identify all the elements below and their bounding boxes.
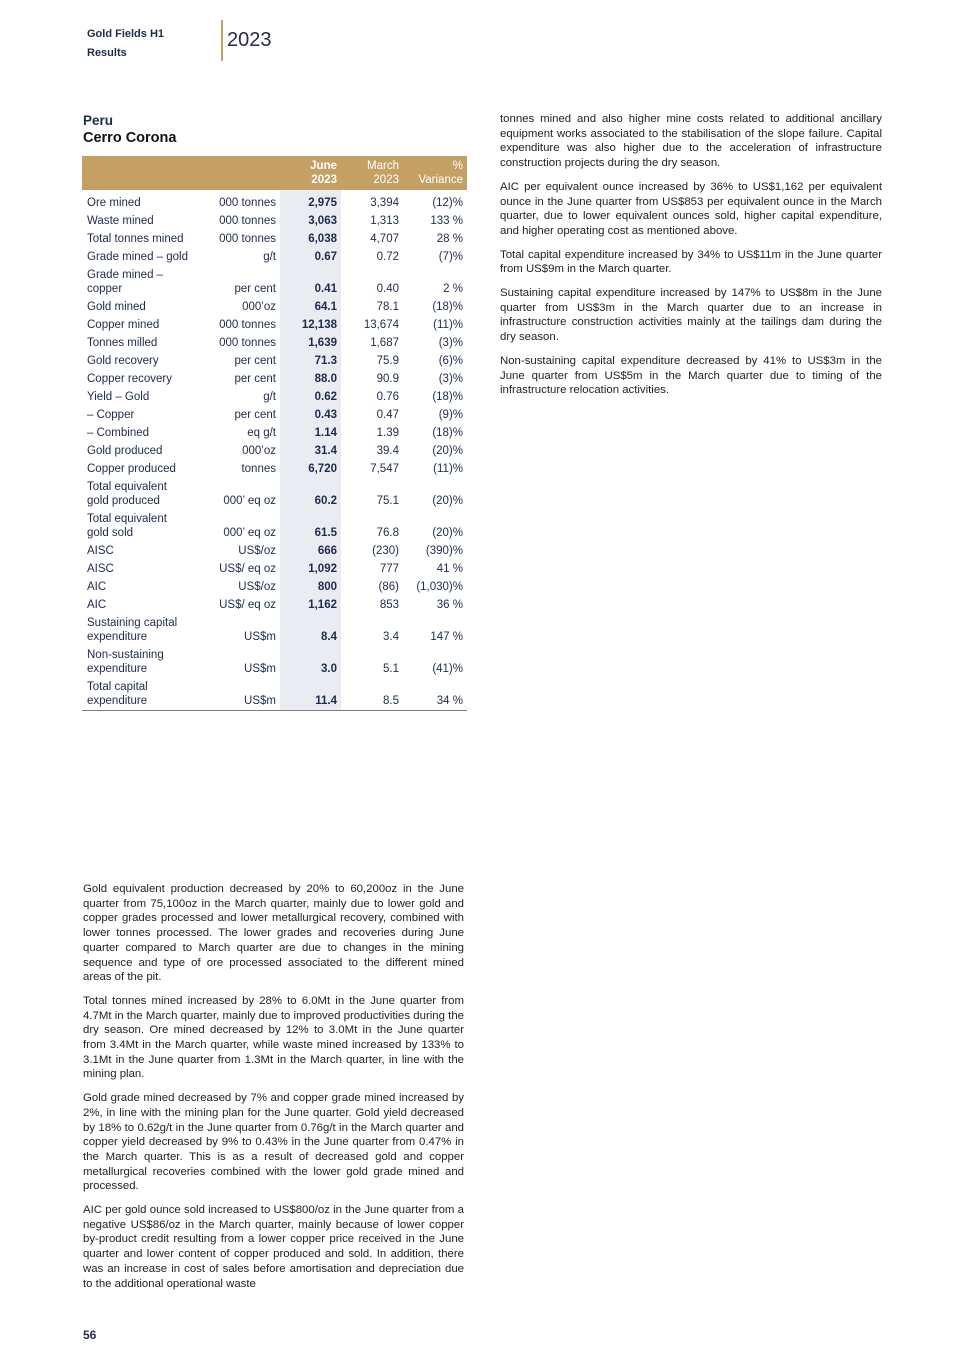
value-variance: (3)% [438,373,463,385]
row-label: Total capital expenditure [82,678,195,711]
value-march-2023: 0.76 [376,391,399,403]
row-label: Copper produced [87,463,176,475]
mine-heading: Cerro Corona [83,130,177,146]
value-march-2023: 3.4 [383,631,399,643]
commentary-paragraph: Total capital expenditure increased by 34% to US$11m in the June quarter from US$9m in the March quarter. [500,248,882,276]
report-title-line2: Results [87,47,127,59]
table-row [82,316,467,334]
value-variance: (11)% [433,319,463,331]
region-heading: Peru [83,113,114,128]
commentary-paragraph: AIC per gold ounce sold increased to US$800/oz in the June quarter from a negative US$86/oz in the March quarter, mainly because of lower copper by-product credit resulting from a lower copper price received in the June quarter and lower content of copper produced and sold. In addition, there was an increase in cost of sales before amortisation and depreciation due to the additional operational waste [83,1204,464,1290]
value-june-2023: 88.0 [280,370,341,388]
value-june-2023: 6,720 [280,460,341,478]
row-unit: US$m [244,663,276,675]
row-unit: per cent [234,373,276,385]
column-header-march-2023-text: March 2023 [367,160,399,186]
value-march-2023: 1,313 [370,215,399,227]
value-march-2023: (86) [378,581,399,593]
value-june-2023: 0.43 [280,406,341,424]
value-variance: 41 % [436,563,463,575]
column-header-june-2023-text: June 2023 [310,160,337,186]
value-variance: (20)% [432,495,463,507]
value-june-2023: 800 [280,578,341,596]
table-row [82,298,467,316]
table-row [82,424,467,442]
value-march-2023: 0.47 [376,409,399,421]
column-header-june-2023 [280,156,341,190]
value-variance: (390)% [425,545,463,557]
row-unit: g/t [263,251,276,263]
value-march-2023: 1.39 [376,427,399,439]
value-march-2023: 8.5 [341,678,403,711]
value-march-2023: 1,687 [370,337,399,349]
value-june-2023: 12,138 [280,316,341,334]
value-june-2023: 61.5 [280,510,341,542]
table-row [82,442,467,460]
value-march-2023: 78.1 [376,301,399,313]
row-unit: US$/ eq oz [219,563,276,575]
value-variance: (41)% [432,663,463,675]
table-row [82,542,467,560]
report-year: 2023 [227,29,272,51]
value-variance: (7)% [438,251,463,263]
commentary-paragraph: Gold grade mined decreased by 7% and copper grade mined increased by 2%, in line with the mining plan for the June quarter. Gold yield decreased by 18% to 0.62g/t in the June quarter from 0.76g/t in the March quarter and copper yield decreased by 9% to 0.43% in the June quarter from 0.47% in the March quarter. This is as a result of decreased gold and copper metallurgical recoveries combined with the lower gold grade mined and processed. [83,1092,464,1193]
value-variance: (1,030)% [416,581,463,593]
row-label: Total tonnes mined [87,233,184,245]
commentary-paragraph: Sustaining capital expenditure increased by 147% to US$8m in the June quarter from US$3m in the March quarter due to an increase in infrastructure construction activities mainly at the tailings dam during the dry season. [500,287,882,344]
table-row [82,460,467,478]
value-march-2023: 90.9 [376,373,399,385]
row-label: AIC [87,599,107,611]
value-june-2023: 60.2 [280,478,341,510]
value-variance: 2 % [443,283,463,295]
row-label: Total equivalent gold produced [87,481,167,507]
row-unit: eq g/t [247,427,276,439]
row-unit: US$m [244,631,276,643]
value-variance: 147 % [430,631,463,643]
row-label: Total equivalent gold sold [87,513,167,539]
row-unit: 000’ eq oz [223,495,276,507]
value-variance: (20)% [432,445,463,457]
row-unit: US$/oz [238,581,276,593]
column-header-variance-text: % Variance [418,160,463,186]
value-march-2023: 76.8 [376,527,399,539]
row-unit: per cent [234,355,276,367]
value-march-2023: 75.1 [376,495,399,507]
value-variance: (18)% [432,391,463,403]
value-variance: (9)% [438,409,463,421]
table-row [82,230,467,248]
value-june-2023: 666 [280,542,341,560]
row-unit: per cent [234,409,276,421]
row-label: Yield – Gold [87,391,150,403]
value-variance: (18)% [432,427,463,439]
value-june-2023: 64.1 [280,298,341,316]
value-march-2023: 853 [379,599,399,611]
table-row [82,596,467,614]
row-label: Gold produced [87,445,163,457]
value-june-2023: 11.4 [280,678,341,711]
commentary-paragraph: Total tonnes mined increased by 28% to 6.0Mt in the June quarter from 4.7Mt in the March quarter, mainly due to improved productivities during the dry season. Ore mined decreased by 12% to 3.0Mt in the June quarter from 3.4Mt in the March quarter, while waste mined increased by 133% to 3.1Mt in the June quarter from 1.3Mt in the March quarter, in line with the mining plan. [83,994,464,1081]
value-march-2023: 0.40 [376,283,399,295]
row-unit: per cent [234,283,276,295]
row-unit: 000’ eq oz [223,527,276,539]
value-june-2023: 0.67 [280,248,341,266]
value-variance: 34 % [403,678,467,711]
value-june-2023: 31.4 [280,442,341,460]
row-label: Copper recovery [87,373,173,385]
row-label: Non-sustaining expenditure [87,649,164,675]
value-march-2023: 4,707 [370,233,399,245]
row-label: Grade mined – gold [87,251,189,263]
value-variance: 36 % [436,599,463,611]
row-label: Ore mined [87,197,141,209]
value-march-2023: 777 [379,563,399,575]
column-header-variance [403,156,467,190]
value-june-2023: 71.3 [280,352,341,370]
table-row [82,510,467,542]
table-row [82,334,467,352]
table-row [82,614,467,646]
value-variance: (3)% [438,337,463,349]
row-label: Sustaining capital expenditure [87,617,178,643]
value-june-2023: 1.14 [280,424,341,442]
row-label: AISC [87,545,114,557]
row-unit: 000 tonnes [219,233,276,245]
column-header-march-2023 [341,156,403,190]
row-label: AIC [87,581,107,593]
value-june-2023: 2,975 [280,194,341,212]
value-june-2023: 3,063 [280,212,341,230]
row-unit: 000’oz [242,301,276,313]
commentary-right-column [500,112,882,407]
value-june-2023: 1,639 [280,334,341,352]
table-row [82,406,467,424]
table-row [82,578,467,596]
value-june-2023: 0.62 [280,388,341,406]
header-label-cell [82,156,195,190]
value-variance: (20)% [432,527,463,539]
value-march-2023: 0.72 [376,251,399,263]
commentary-paragraph: AIC per equivalent ounce increased by 36% to US$1,162 per equivalent ounce in the June quarter from US$853 per equivalent ounce in the March quarter, due to lower equivalent ounces sold, higher capital expenditure, and higher operating cost as mentioned above. [500,180,882,237]
page-number: 56 [83,1328,97,1342]
row-unit: 000 tonnes [219,337,276,349]
value-march-2023: 75.9 [376,355,399,367]
row-unit: US$m [195,678,280,711]
value-variance: (12)% [432,197,463,209]
row-unit: US$/oz [238,545,276,557]
table-row [82,248,467,266]
value-variance: 28 % [436,233,463,245]
row-unit: tonnes [241,463,276,475]
row-unit: 000 tonnes [219,319,276,331]
table-row [82,194,467,212]
value-march-2023: 3,394 [370,197,399,209]
report-title-line1: Gold Fields H1 [87,28,165,40]
table-row [82,388,467,406]
operating-results-table [82,156,467,711]
table-row [82,352,467,370]
table-row [82,266,467,298]
value-march-2023: 39.4 [376,445,399,457]
table-header-row [82,156,467,190]
value-march-2023: 5.1 [383,663,399,675]
value-march-2023: (230) [372,545,399,557]
table-row [82,212,467,230]
value-march-2023: 7,547 [370,463,399,475]
row-label: Copper mined [87,319,160,331]
row-label: Gold recovery [87,355,159,367]
table-row [82,560,467,578]
row-label: Grade mined – copper [87,269,164,295]
value-june-2023: 8.4 [280,614,341,646]
header-divider [221,20,223,61]
commentary-paragraph: Non-sustaining capital expenditure decreased by 41% to US$3m in the June quarter from US$5m in the March quarter due to timing of the infrastructure relocation activities. [500,354,882,397]
row-unit: g/t [263,391,276,403]
row-label: Tonnes milled [87,337,158,349]
row-label: – Copper [87,409,135,421]
value-variance: 133 % [430,215,463,227]
row-unit: 000 tonnes [219,215,276,227]
value-march-2023: 13,674 [363,319,399,331]
value-june-2023: 1,162 [280,596,341,614]
value-june-2023: 1,092 [280,560,341,578]
value-june-2023: 3.0 [280,646,341,678]
commentary-paragraph: Gold equivalent production decreased by 20% to 60,200oz in the June quarter from 75,100oz in the March quarter, mainly due to lower gold and copper grades processed and lower metallurgical recovery, combined with lower tonnes processed. The lower grades and recoveries during June quarter compared to March quarter are due to changes in the mining sequence and type of ore processed associated to the different mined areas of the pit. [83,883,464,984]
row-label: Waste mined [87,215,154,227]
table-row [82,646,467,678]
value-june-2023: 0.41 [280,266,341,298]
table-body [82,190,467,711]
value-variance: (6)% [438,355,463,367]
row-unit: US$/ eq oz [219,599,276,611]
row-label: AISC [87,563,114,575]
row-label: – Combined [87,427,150,439]
value-june-2023: 6,038 [280,230,341,248]
report-title [87,25,164,63]
row-unit: 000 tonnes [219,197,276,209]
commentary-left-column [83,882,464,1300]
value-variance: (18)% [432,301,463,313]
table-row [82,370,467,388]
row-label: Gold mined [87,301,146,313]
table-row [82,478,467,510]
header-unit-cell [195,156,280,190]
value-variance: (11)% [433,463,463,475]
commentary-paragraph: tonnes mined and also higher mine costs related to additional ancillary equipment works associated to the stabilisation of the slope failure. Capital expenditure was also higher due to the acceleration of infrastructure construction projects during the dry season. [500,113,882,170]
row-unit: 000’oz [242,445,276,457]
table-row [82,678,467,711]
